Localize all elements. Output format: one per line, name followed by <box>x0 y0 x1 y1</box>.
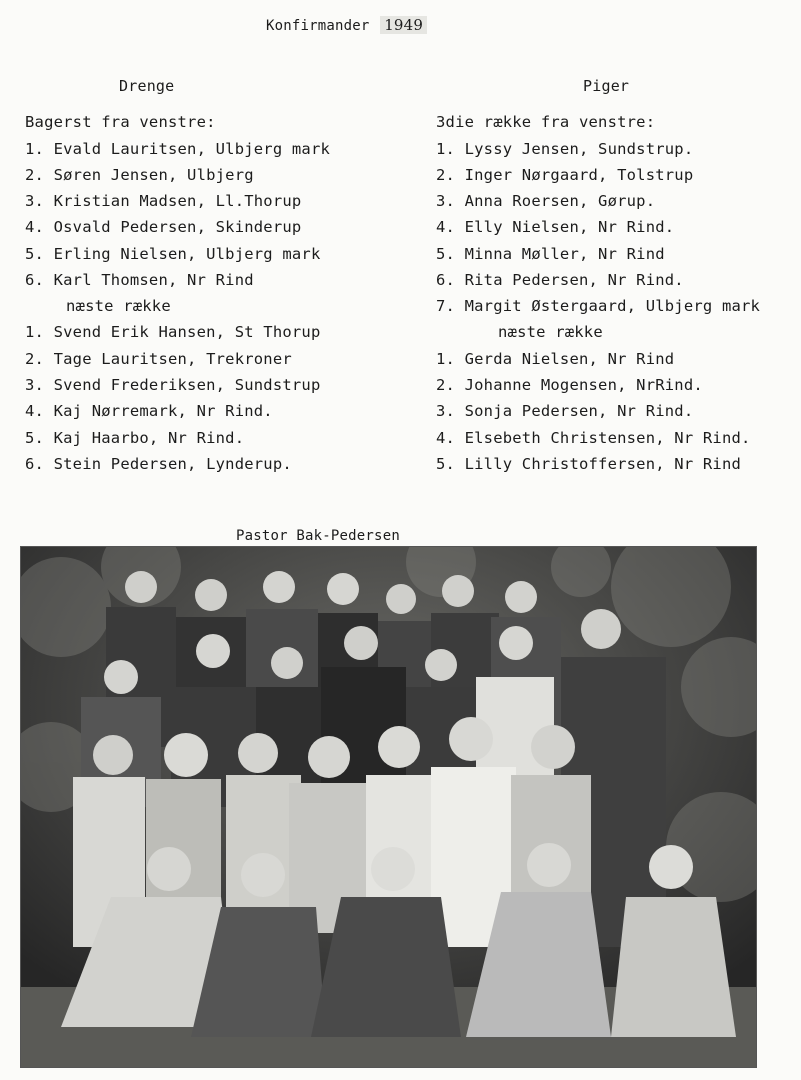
list-item: 3. Sonja Pedersen, Nr Rind. <box>436 402 694 420</box>
list-item: 2. Johanne Mogensen, NrRind. <box>436 376 703 394</box>
list-item: 3. Svend Frederiksen, Sundstrup <box>25 376 321 394</box>
list-item: 2. Tage Lauritsen, Trekroner <box>25 350 292 368</box>
list-item: 4. Elly Nielsen, Nr Rind. <box>436 218 675 236</box>
list-item: 3. Kristian Madsen, Ll.Thorup <box>25 192 302 210</box>
list-item: 5. Lilly Christoffersen, Nr Rind <box>436 455 742 473</box>
boys-subheading: Bagerst fra venstre: <box>25 113 216 131</box>
list-item: 5. Minna Møller, Nr Rind <box>436 245 665 263</box>
page-title <box>266 16 427 35</box>
list-item: 4. Osvald Pedersen, Skinderup <box>25 218 302 236</box>
title-text: Konfirmander <box>266 18 370 34</box>
list-item: 6. Stein Pedersen, Lynderup. <box>25 455 292 473</box>
list-item: 1. Lyssy Jensen, Sundstrup. <box>436 140 694 158</box>
list-item: 4. Kaj Nørremark, Nr Rind. <box>25 402 273 420</box>
list-item: 1. Gerda Nielsen, Nr Rind <box>436 350 675 368</box>
list-item: 2. Inger Nørgaard, Tolstrup <box>436 166 694 184</box>
girls-heading: Piger <box>583 77 630 95</box>
year-label: 1949 <box>380 16 427 34</box>
list-item: 3. Anna Roersen, Gørup. <box>436 192 656 210</box>
list-item: 1. Evald Lauritsen, Ulbjerg mark <box>25 140 331 158</box>
list-item: 5. Kaj Haarbo, Nr Rind. <box>25 429 245 447</box>
list-item: 7. Margit Østergaard, Ulbjerg mark <box>436 297 761 315</box>
next-row-label: næste række <box>66 297 171 315</box>
boys-heading: Drenge <box>119 77 175 95</box>
list-item: 4. Elsebeth Christensen, Nr Rind. <box>436 429 751 447</box>
group-photo-illustration <box>21 547 756 1067</box>
pastor-caption: Pastor Bak-Pedersen <box>236 528 400 544</box>
list-item: 6. Rita Pedersen, Nr Rind. <box>436 271 684 289</box>
girls-subheading: 3die række fra venstre: <box>436 113 656 131</box>
next-row-label: næste række <box>498 323 603 341</box>
list-item: 6. Karl Thomsen, Nr Rind <box>25 271 254 289</box>
list-item: 5. Erling Nielsen, Ulbjerg mark <box>25 245 321 263</box>
list-item: 1. Svend Erik Hansen, St Thorup <box>25 323 321 341</box>
list-item: 2. Søren Jensen, Ulbjerg <box>25 166 254 184</box>
group-photo <box>20 546 757 1068</box>
